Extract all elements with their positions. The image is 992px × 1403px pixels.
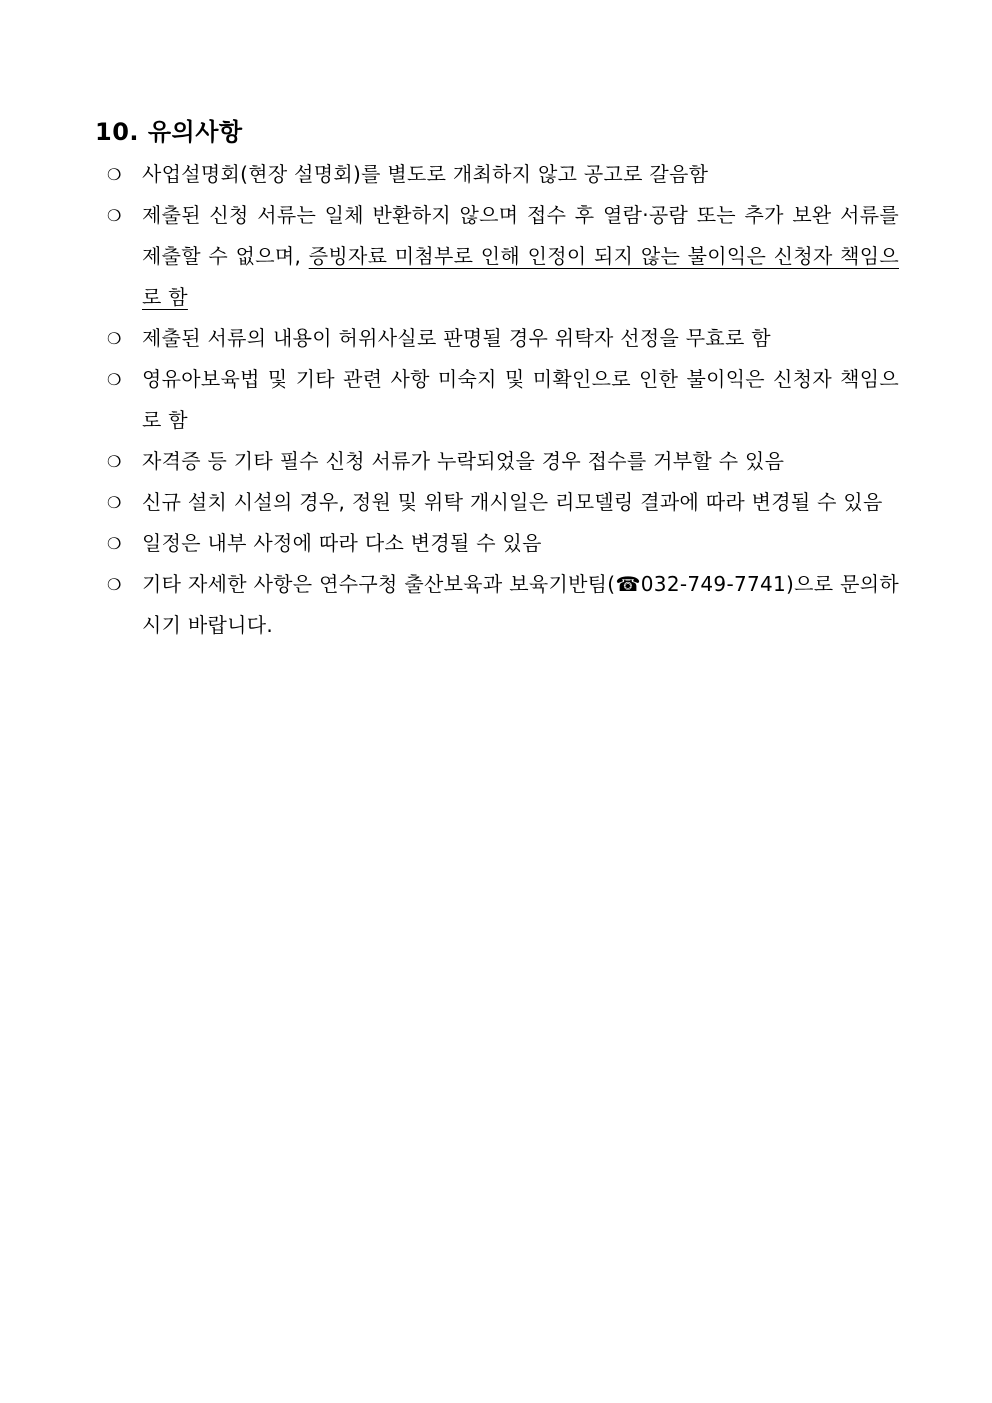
note-text: 영유아보육법 및 기타 관련 사항 미숙지 및 미확인으로 인한 불이익은 신청자 책임으로 함 bbox=[142, 367, 899, 432]
circle-bullet-icon: ❍ bbox=[107, 165, 122, 184]
note-text: 일정은 내부 사정에 따라 다소 변경될 수 있음 bbox=[142, 531, 542, 555]
note-text: 기타 자세한 사항은 연수구청 출산보육과 보육기반팀(☎032-749-7741)으로 문의하시기 바랍니다. bbox=[142, 572, 899, 637]
circle-bullet-icon: ❍ bbox=[107, 452, 122, 471]
note-text: 자격증 등 기타 필수 신청 서류가 누락되었을 경우 접수를 거부할 수 있음 bbox=[142, 449, 785, 473]
section-title: 10. 유의사항 bbox=[95, 118, 243, 146]
circle-bullet-icon: ❍ bbox=[107, 370, 122, 389]
circle-bullet-icon: ❍ bbox=[107, 575, 122, 594]
note-text: 사업설명회(현장 설명회)를 별도로 개최하지 않고 공고로 갈음함 bbox=[142, 162, 709, 186]
note-text: 제출된 서류의 내용이 허위사실로 판명될 경우 위탁자 선정을 무효로 함 bbox=[142, 326, 771, 350]
list-item bbox=[107, 564, 899, 646]
circle-bullet-icon: ❍ bbox=[107, 493, 122, 512]
list-item bbox=[107, 318, 899, 359]
note-underlined-text: 증빙자료 미첨부로 인해 인정이 되지 않는 불이익은 신청자 책임으로 함 bbox=[142, 244, 899, 309]
list-item bbox=[107, 359, 899, 441]
circle-bullet-icon: ❍ bbox=[107, 329, 122, 348]
list-item bbox=[107, 195, 899, 318]
circle-bullet-icon: ❍ bbox=[107, 534, 122, 553]
list-item bbox=[107, 154, 899, 195]
note-text: 제출된 신청 서류는 일체 반환하지 않으며 접수 후 열람·공람 또는 추가 보완 서류를 제출할 수 없으며, bbox=[142, 203, 899, 268]
circle-bullet-icon: ❍ bbox=[107, 206, 122, 225]
note-text: 신규 설치 시설의 경우, 정원 및 위탁 개시일은 리모델링 결과에 따라 변경될 수 있음 bbox=[142, 490, 883, 514]
notes-list bbox=[107, 154, 899, 646]
list-item bbox=[107, 482, 899, 523]
list-item bbox=[107, 441, 899, 482]
list-item bbox=[107, 523, 899, 564]
